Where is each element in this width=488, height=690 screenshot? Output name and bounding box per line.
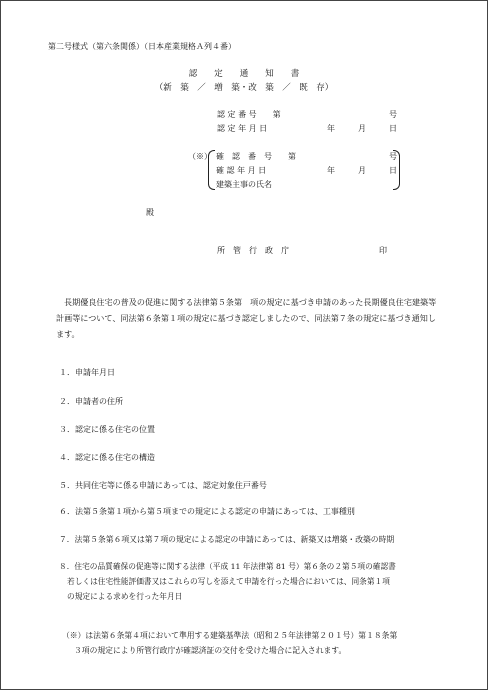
document-title: 認 定 通 知 書 xyxy=(188,69,300,79)
item-2: ２．申請者の住所 xyxy=(59,397,123,406)
cert-number-label: 認 定 番 号 第 xyxy=(217,110,281,119)
addressee-suffix: 殿 xyxy=(146,208,154,217)
authority-label: 所 管 行 政 庁 xyxy=(217,246,289,255)
document-subtitle: （新 築 ／ 増 築・改 築 ／ 既 存） xyxy=(154,83,334,93)
footnote-line-2: ３項の規定により所管行政庁が確認済証の交付を受けた場合に記入されます。 xyxy=(74,646,347,655)
cert-date-label: 認 定 年 月 日 xyxy=(217,124,268,133)
item-3: ３．認定に係る住宅の位置 xyxy=(59,425,155,434)
building-official-label: 建築主事の氏名 xyxy=(216,180,272,189)
confirm-number-label: 確 認 番 号 第 xyxy=(216,152,296,161)
item-7: ７．法第５条第６項又は第７項の規定による認定の申請にあっては、新築又は増築・改築の時期 xyxy=(59,535,395,544)
item-8-line-1: ８．住宅の品質確保の促進等に関する法律（平成 11 年法律第 81 号）第６条の２第５項の確認書 xyxy=(59,562,396,571)
confirm-date-day: 日 xyxy=(389,166,397,175)
confirm-date-year: 年 xyxy=(327,166,335,175)
cert-date-month: 月 xyxy=(358,124,366,133)
confirm-number-suffix: 号 xyxy=(389,152,397,161)
confirm-date-label: 確 認 年 月 日 xyxy=(216,166,267,175)
notice-body: 長期優良住宅の普及の促進に関する法律第５条第 項の規定に基づき申請のあった長期優良住宅建築等計画等について、同法第６条第１項の規定に基づき認定しましたので、同法第７条の規定に基づき通知します。 xyxy=(56,297,437,339)
confirm-date-month: 月 xyxy=(358,166,366,175)
item-6: ６．法第５条第１項から第５項までの規定による認定の申請にあっては、工事種別 xyxy=(59,507,355,516)
note-mark: （※） xyxy=(188,152,212,161)
form-number: 第二号様式（第六条関係）（日本産業規格Ａ列４番） xyxy=(48,42,236,51)
cert-number-suffix: 号 xyxy=(389,110,397,119)
item-1: １．申請年月日 xyxy=(59,368,115,377)
left-bracket xyxy=(208,150,215,190)
item-8-line-3: の規定による求めを行った年月日 xyxy=(67,592,183,601)
footnote-line-1: （※）は法第６条第４項において準用する建築基準法（昭和２５年法律第２０１号）第１８条第 xyxy=(62,631,398,640)
cert-date-year: 年 xyxy=(327,124,335,133)
authority-seal: 印 xyxy=(379,246,387,255)
item-5: ５．共同住宅等に係る申請にあっては、認定対象住戸番号 xyxy=(59,481,267,490)
cert-date-day: 日 xyxy=(389,124,397,133)
item-8-line-2: 若しくは住宅性能評価書又はこれらの写しを添えて申請を行った場合においては、同条第１項 xyxy=(67,577,390,586)
item-4: ４．認定に係る住宅の構造 xyxy=(59,453,155,462)
